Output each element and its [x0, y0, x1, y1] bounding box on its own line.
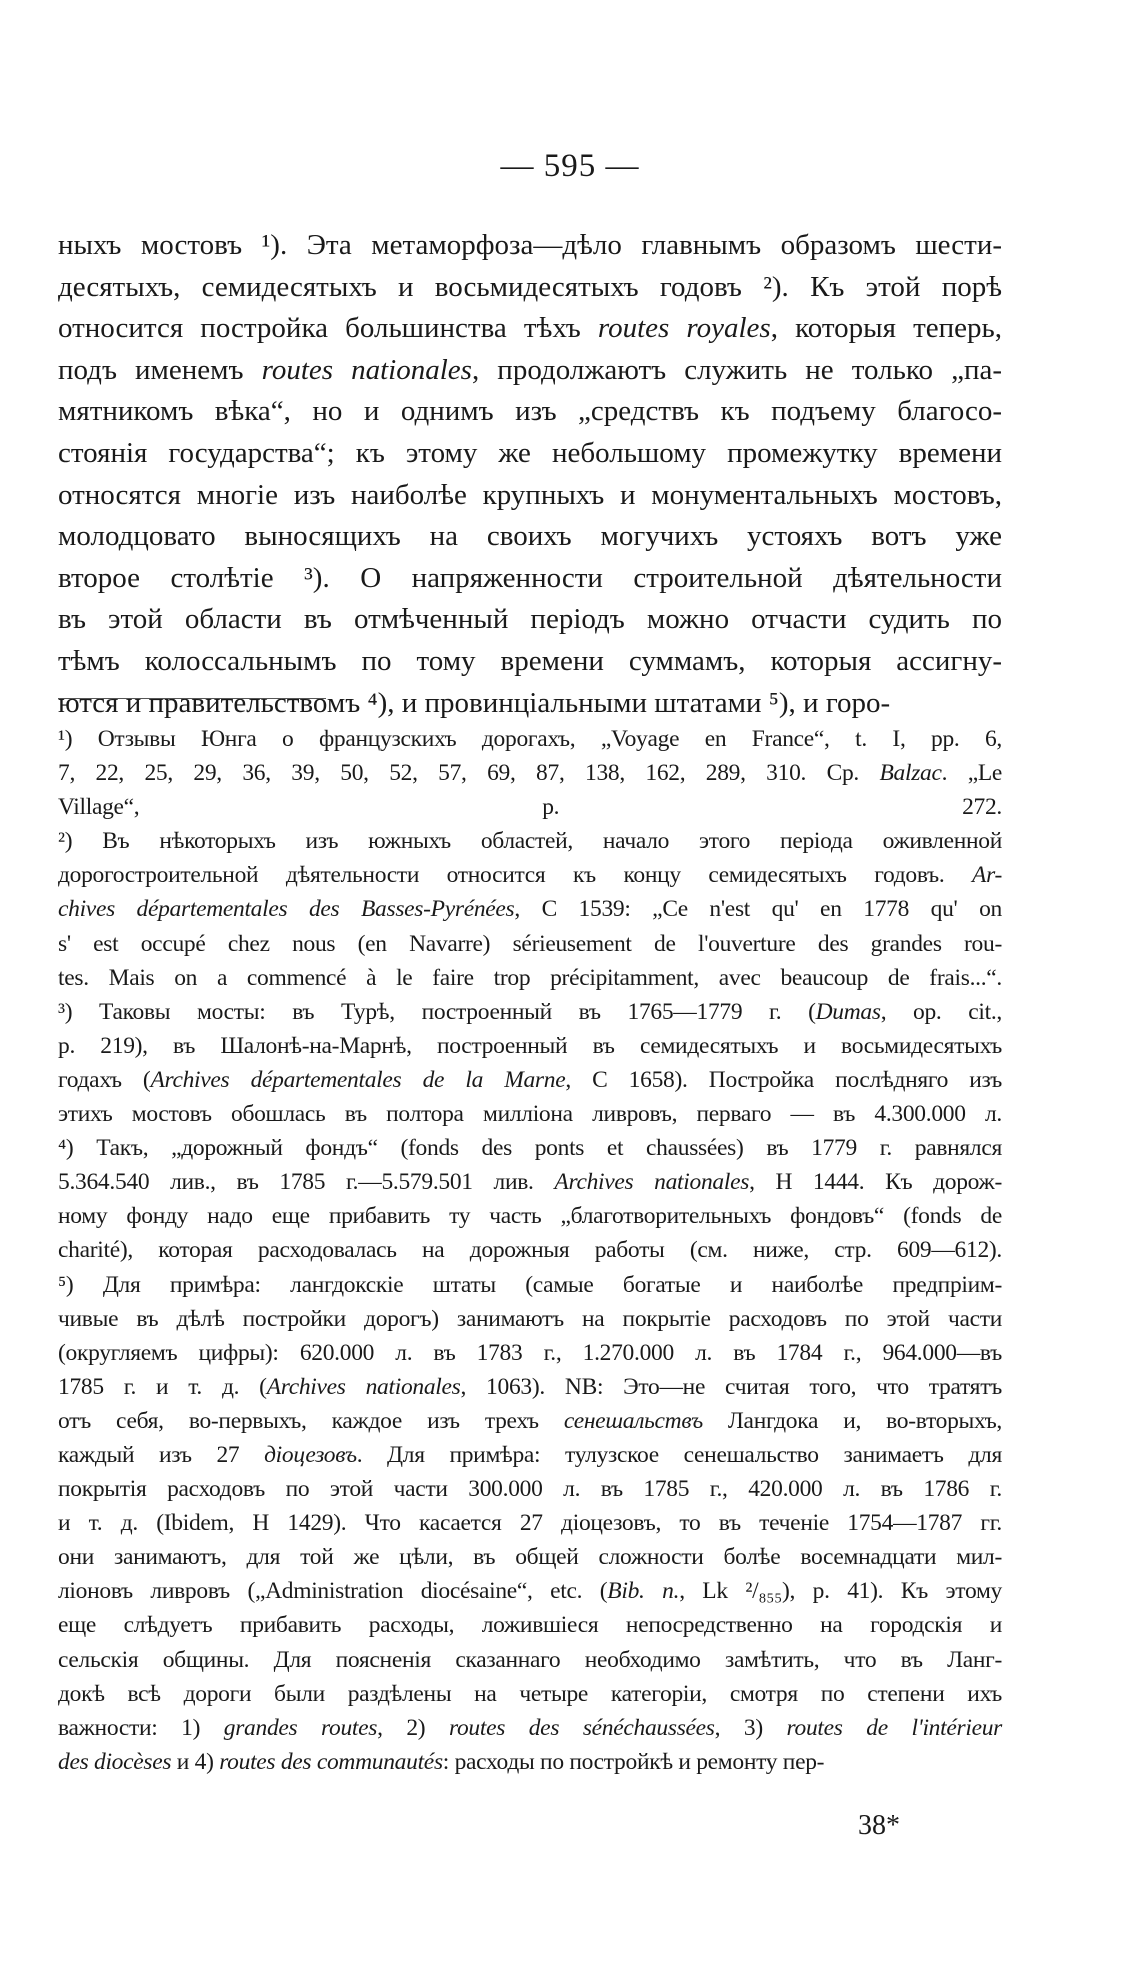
text-span: , op. cit.,: [880, 998, 1002, 1025]
main-text-block: [58, 225, 1002, 724]
text-span: : расходы по постройкѣ и ремонту пер-: [442, 1748, 825, 1775]
footnote-line: [58, 1472, 1002, 1506]
footnote-line: [58, 1302, 1002, 1336]
footnote-line: [58, 927, 1002, 961]
text-span: и 4): [171, 1748, 220, 1775]
text-span: Лангдока и, во-вторыхъ,: [702, 1407, 1002, 1434]
footnote-separator-rule: [58, 698, 326, 699]
footnote-line: [58, 756, 1002, 790]
footnote-line: [58, 1370, 1002, 1404]
footnote-line: [58, 892, 1002, 926]
text-span: , H 1444. Къ дорож-: [749, 1169, 1002, 1196]
italic-span: Dumas: [815, 998, 881, 1025]
italic-span: routes des communautés: [219, 1748, 443, 1775]
footnotes-block: [58, 722, 1002, 1779]
text-span: этихъ мостовъ обошлась въ полтора милліона ливровъ, перваго — въ 4.300.000 л.: [58, 1101, 1002, 1128]
text-span: Village“, p. 272.: [58, 794, 1002, 821]
main-text-line: [58, 225, 1002, 267]
italic-span: grandes routes: [223, 1714, 378, 1741]
text-span: p. 219), въ Шалонѣ-на-Марнѣ, построенный въ семидесятыхъ и восьмидесятыхъ: [58, 1032, 1002, 1059]
text-span: относится постройка большинства тѣхъ: [58, 312, 598, 345]
text-span: , C 1658). Постройка послѣдняго изъ: [565, 1066, 1002, 1093]
text-span: еще слѣдуетъ прибавить расходы, ложившіеся непосредственно на городскія и: [58, 1612, 1002, 1639]
footnote-line: [58, 1574, 1002, 1608]
text-span: . „Le: [941, 760, 1003, 787]
text-span: отъ себя, во-первыхъ, каждое изъ трехъ: [58, 1407, 564, 1434]
italic-span: routes royales: [597, 312, 771, 345]
text-span: молодцовато выносящихъ на своихъ могучихъ устояхъ вотъ уже: [58, 520, 1002, 553]
text-span: тѣмъ колоссальнымъ по тому времени суммамъ, которыя ассигну-: [58, 644, 1002, 677]
footnote-line: [58, 1506, 1002, 1540]
footnote-line: [58, 995, 1002, 1029]
signature-mark: 38*: [858, 1810, 900, 1841]
footnote-line: [58, 1677, 1002, 1711]
text-span: , 2): [377, 1714, 449, 1741]
text-span: (округляемъ цифры): 620.000 л. въ 1783 г., 1.270.000 л. въ 1784 г., 964.000—въ: [58, 1339, 1002, 1366]
footnote-line: [58, 858, 1002, 892]
text-span: докѣ всѣ дороги были раздѣлены на четыре категоріи, смотря по степени ихъ: [58, 1680, 1002, 1707]
text-span: , продолжаютъ служить не только „па-: [471, 353, 1002, 386]
main-text-line: [58, 350, 1002, 392]
text-span: 1785 г. и т. д. (: [58, 1373, 267, 1400]
main-text-line: [58, 267, 1002, 309]
text-span: ³) Таковы мосты: въ Турѣ, построенный въ 1765—1779 г. (: [58, 998, 816, 1025]
text-span: покрытія расходовъ по этой части 300.000 л. въ 1785 г., 420.000 л. въ 1786 г.: [58, 1476, 1002, 1503]
text-span: s' est occupé chez nous (en Navarre) sérieusement de l'ouverture des grandes rou-: [58, 930, 1002, 957]
footnote-line: [58, 1165, 1002, 1199]
italic-span: des diocèses: [58, 1748, 172, 1775]
italic-span: сенешальствъ: [563, 1407, 703, 1434]
text-span: ются и правительствомъ ⁴), и провинціальными штатами ⁵), и горо-: [58, 686, 891, 719]
text-span: десятыхъ, семидесятыхъ и восьмидесятыхъ годовъ ²). Къ этой порѣ: [58, 270, 1002, 303]
text-span: . Для примѣра: тулузское сенешальство занимаетъ для: [356, 1441, 1002, 1468]
italic-span: діоцезовъ: [264, 1441, 357, 1468]
italic-span: routes nationales: [261, 353, 472, 386]
text-span: ліоновъ ливровъ („Administration diocésaine“, etc. (: [58, 1578, 608, 1605]
footnote-line: [58, 1097, 1002, 1131]
text-span: дорогостроительной дѣятельности относится къ концу семидесятыхъ годовъ.: [58, 862, 973, 889]
text-span: они занимаютъ, для той же цѣли, въ общей сложности болѣе восемнадцати мил-: [58, 1544, 1002, 1571]
footnote-line: [58, 1404, 1002, 1438]
italic-span: Balzac: [879, 760, 942, 787]
footnote-line: [58, 1199, 1002, 1233]
text-span: , Lk ²/₈₅₅), p. 41). Къ этому: [679, 1578, 1002, 1605]
text-span: годахъ (: [58, 1066, 151, 1093]
text-span: tes. Mais on a commencé à le faire trop précipitamment, avec beaucoup de frais...“.: [58, 964, 1002, 991]
main-text-line: [58, 516, 1002, 558]
main-text-line: [58, 641, 1002, 683]
text-span: важности: 1): [58, 1714, 224, 1741]
text-span: сельскія общины. Для поясненія сказаннаго необходимо замѣтить, что въ Ланг-: [58, 1646, 1002, 1673]
text-span: чивые въ дѣлѣ постройки дорогъ) занимаютъ на покрытіе расходовъ по этой части: [58, 1305, 1002, 1332]
footnote-line: [58, 1063, 1002, 1097]
footnote-line: [58, 1029, 1002, 1063]
footnote-line: [58, 961, 1002, 995]
text-span: и т. д. (Ibidem, H 1429). Что касается 27 діоцезовъ, то въ теченіе 1754—1787 гг.: [58, 1510, 1002, 1537]
footnote-line: [58, 790, 1002, 824]
text-span: 7, 22, 25, 29, 36, 39, 50, 52, 57, 69, 87, 138, 162, 289, 310. Ср.: [58, 760, 880, 787]
text-span: ⁵) Для примѣра: лангдокскіе штаты (самые богатые и наиболѣе предпріим-: [58, 1271, 1002, 1298]
italic-span: Archives nationales: [266, 1373, 461, 1400]
text-span: каждый изъ 27: [58, 1441, 265, 1468]
text-span: стоянія государства“; къ этому же небольшому промежутку времени: [58, 436, 1002, 469]
footnote-line: [58, 1643, 1002, 1677]
italic-span: routes de l'intérieur: [786, 1714, 1002, 1741]
footnote-line: [58, 1540, 1002, 1574]
footnote-line: [58, 722, 1002, 756]
italic-span: chives départementales des Basses-Pyrénées: [58, 896, 515, 923]
text-span: въ этой области въ отмѣченный періодъ можно отчасти судить по: [58, 603, 1002, 636]
main-text-line: [58, 683, 1002, 725]
footnote-line: [58, 824, 1002, 858]
text-span: второе столѣтіе ³). О напряженности строительной дѣятельности: [58, 561, 1002, 594]
footnote-line: [58, 1336, 1002, 1370]
text-span: ¹) Отзывы Юнга о французскихъ дорогахъ, „Voyage en France“, t. I, pp. 6,: [58, 726, 1002, 752]
text-span: , 1063). NB: Это—не считая того, что тратятъ: [460, 1373, 1003, 1400]
text-span: ²) Въ нѣкоторыхъ изъ южныхъ областей, начало этого періода оживленной: [58, 828, 1002, 855]
footnote-line: [58, 1438, 1002, 1472]
text-span: мятникомъ вѣка“, но и однимъ изъ „средствъ къ подъему благосо-: [58, 395, 1002, 428]
text-span: относятся многіе изъ наиболѣе крупныхъ и монументальныхъ мостовъ,: [58, 478, 1002, 511]
text-span: , C 1539: „Ce n'est qu' en 1778 qu' on: [514, 896, 1002, 923]
italic-span: Ar-: [972, 862, 1002, 889]
text-span: ному фонду надо еще прибавить ту часть „благотворительныхъ фондовъ“ (fonds de: [58, 1203, 1002, 1230]
text-span: , которыя теперь,: [770, 312, 1002, 345]
footnote-line: [58, 1608, 1002, 1642]
italic-span: Archives départementales de la Marne: [150, 1066, 566, 1093]
text-span: , 3): [714, 1714, 787, 1741]
main-text-line: [58, 558, 1002, 600]
italic-span: Bib. n.: [607, 1578, 680, 1605]
main-text-line: [58, 475, 1002, 517]
main-text-line: [58, 391, 1002, 433]
main-text-line: [58, 433, 1002, 475]
italic-span: Archives nationales: [554, 1169, 750, 1196]
footnote-line: [58, 1233, 1002, 1267]
text-span: ⁴) Такъ, „дорожный фондъ“ (fonds des ponts et chaussées) въ 1779 г. равнялся: [58, 1135, 1002, 1162]
text-span: charité), которая расходовалась на дорожныя работы (см. ниже, стр. 609—612).: [58, 1237, 1002, 1264]
main-text-line: [58, 599, 1002, 641]
text-span: ныхъ мостовъ ¹). Эта метаморфоза—дѣло главнымъ образомъ шести-: [58, 229, 1002, 261]
italic-span: routes des sénéchaussées: [449, 1714, 715, 1741]
footnote-line: [58, 1268, 1002, 1302]
text-span: 5.364.540 лив., въ 1785 г.—5.579.501 лив.: [58, 1169, 555, 1196]
page-number: — 595 —: [500, 148, 640, 184]
footnote-line: [58, 1131, 1002, 1165]
main-text-line: [58, 308, 1002, 350]
text-span: подъ именемъ: [58, 353, 262, 386]
footnote-line: [58, 1745, 1002, 1779]
footnote-line: [58, 1711, 1002, 1745]
